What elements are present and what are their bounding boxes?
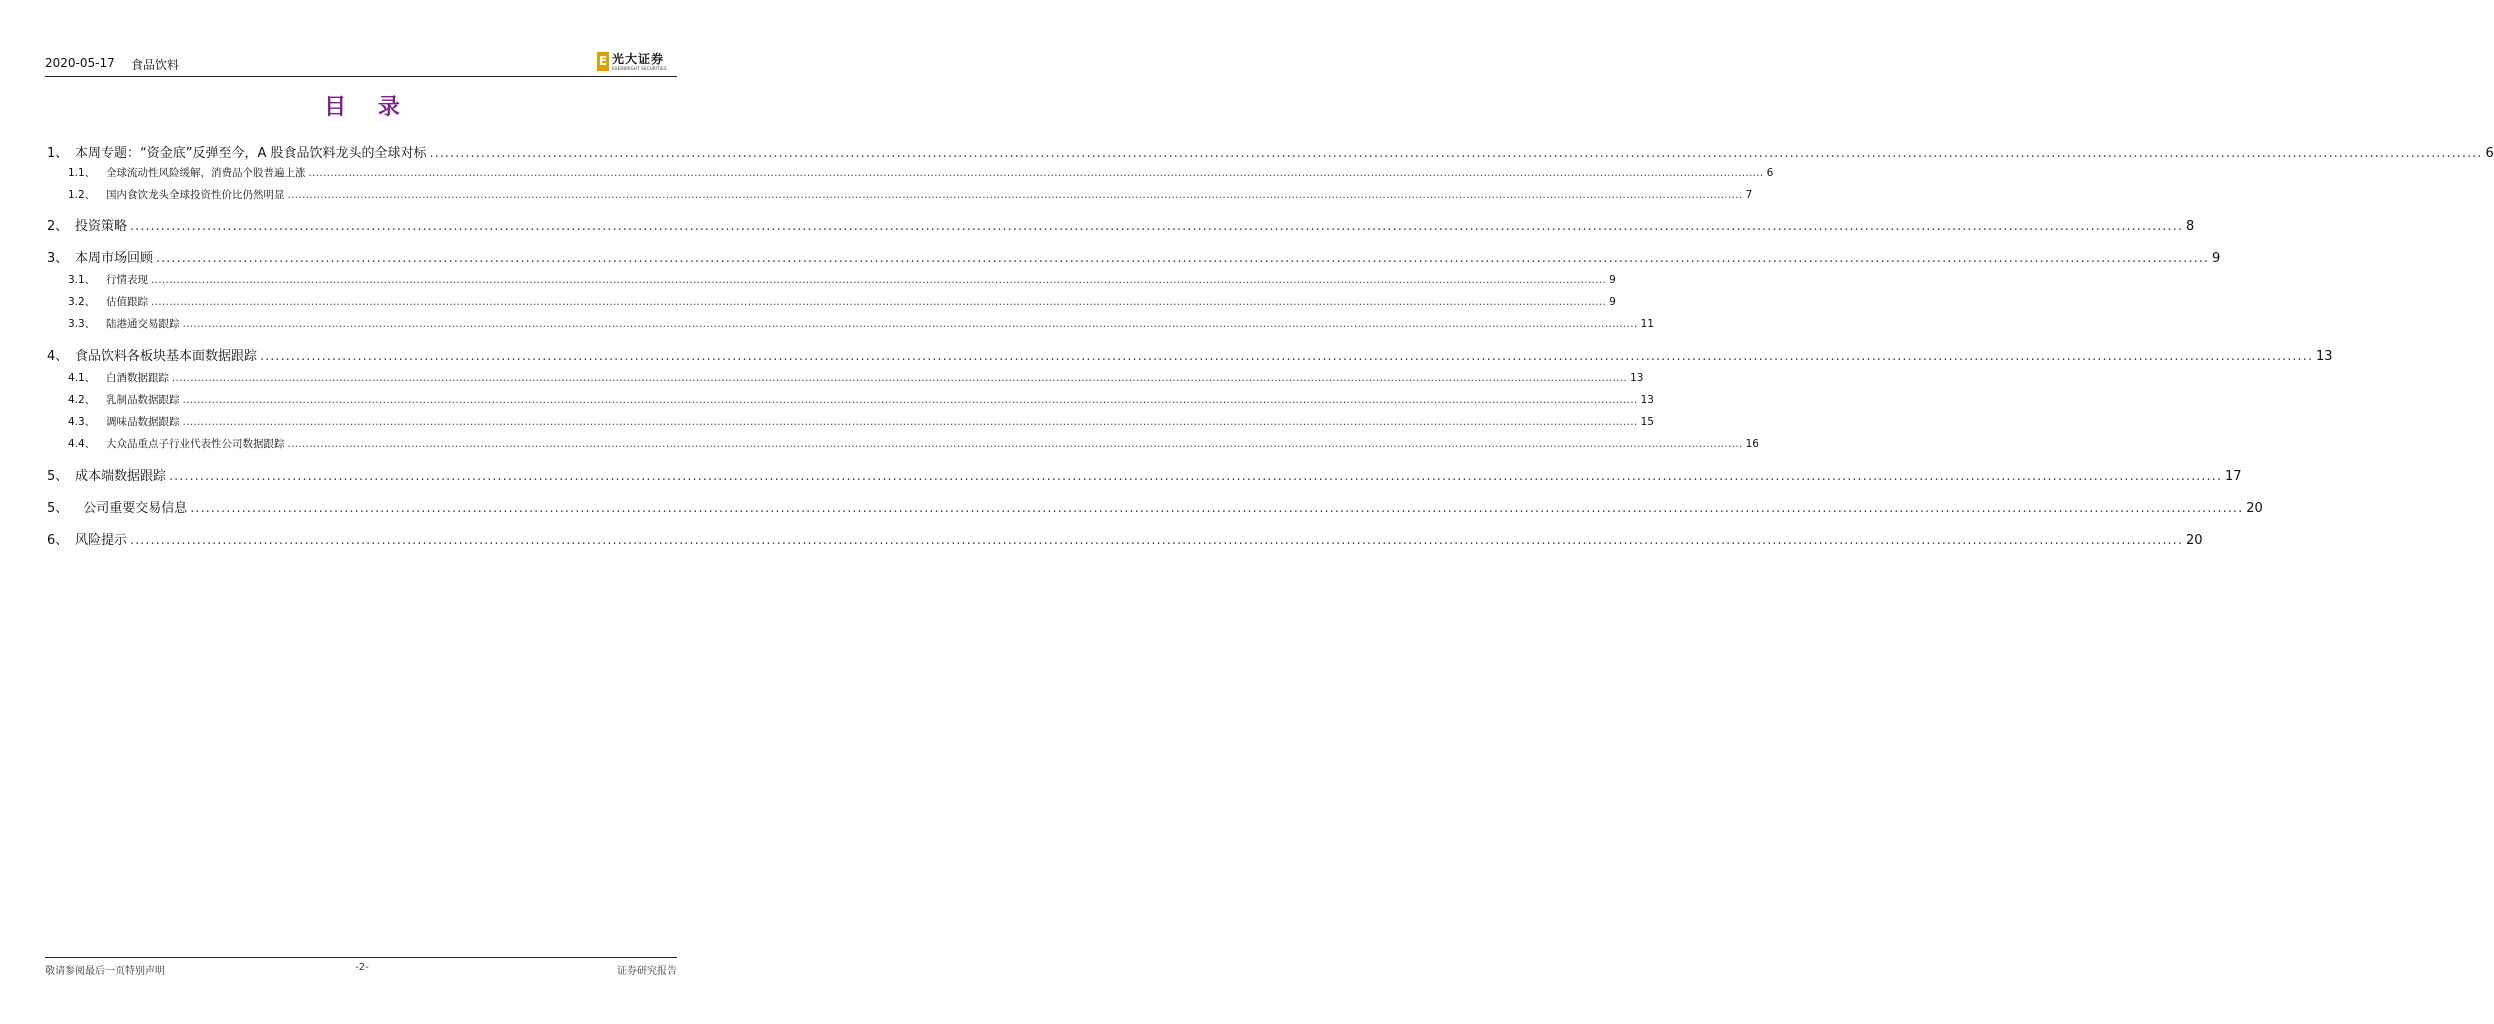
footer-divider xyxy=(45,957,677,958)
toc-dot-leader: ................................................................................................................................................................................................................................................................................................................................................................................................................ xyxy=(172,372,1628,384)
toc-entry-number: 4.4、 xyxy=(68,438,96,450)
toc-entry[interactable] xyxy=(47,465,2242,484)
toc-entry[interactable] xyxy=(68,187,1753,202)
toc-entry-title: 投资策略 xyxy=(75,219,128,234)
toc-entry[interactable] xyxy=(47,215,2195,234)
toc-entry-number: 1.2、 xyxy=(68,189,96,201)
toc-entry-title: 食品饮料各板块基本面数据跟踪 xyxy=(75,349,258,364)
toc-entry-number: 5、 xyxy=(47,469,69,484)
footer-disclaimer: 敬请参阅最后一页特别声明 xyxy=(45,966,165,977)
toc-entry-title: 公司重要交易信息 xyxy=(75,501,188,516)
toc-entry-number: 3.1、 xyxy=(68,274,96,286)
company-logo xyxy=(597,50,677,76)
toc-entry-title: 大众品重点子行业代表性公司数据跟踪 xyxy=(106,438,285,450)
report-date: 2020-05-17 xyxy=(45,56,115,70)
toc-entry-number: 3、 xyxy=(47,251,69,266)
report-sector: 食品饮料 xyxy=(131,58,180,72)
toc-entry[interactable] xyxy=(68,370,1644,385)
toc-entry[interactable] xyxy=(47,142,2494,161)
toc-entry-number: 4.2、 xyxy=(68,394,96,406)
toc-dot-leader: ................................................................................................................................................................................................................................................................................................................................................................................................................ xyxy=(182,394,1638,406)
toc-entry-page: 13 xyxy=(1630,372,1644,384)
toc-entry-title: 陆港通交易跟踪 xyxy=(106,318,180,330)
toc-entry-number: 3.3、 xyxy=(68,318,96,330)
toc-entry-number: 4.3、 xyxy=(68,416,96,428)
toc-entry-page: 9 xyxy=(1609,296,1616,308)
toc-dot-leader: ................................................................................................................................................................................................................................................................................................................................................................................................................ xyxy=(287,438,1743,450)
toc-entry-page: 7 xyxy=(1745,189,1753,201)
toc-entry-page: 6 xyxy=(2485,146,2494,161)
toc-entry-page: 20 xyxy=(2246,501,2263,516)
toc-entry-title: 估值跟踪 xyxy=(106,296,148,308)
toc-entry-page: 16 xyxy=(1745,438,1759,450)
toc-entry-number: 6、 xyxy=(47,533,69,548)
logo-english-name: EVERBRIGHT SECURITIES xyxy=(612,66,667,71)
toc-entry-number: 4、 xyxy=(47,349,69,364)
toc-entry-page: 13 xyxy=(2315,349,2333,364)
toc-dot-leader: ................................................................................................................................................................................................................................................................................................................................................................................................................ xyxy=(182,318,1638,330)
toc-title: 目 录 xyxy=(324,94,412,120)
toc-entry[interactable] xyxy=(68,392,1654,407)
toc-entry-page: 15 xyxy=(1640,416,1654,428)
toc-entry-title: 调味品数据跟踪 xyxy=(106,416,180,428)
footer-report-type: 证券研究报告 xyxy=(617,966,677,977)
toc-entry-page: 8 xyxy=(2185,219,2195,234)
toc-entry[interactable] xyxy=(47,529,2203,548)
toc-entry-number: 2、 xyxy=(47,219,69,234)
toc-entry-page: 6 xyxy=(1766,167,1774,179)
toc-entry[interactable] xyxy=(68,316,1654,331)
toc-dot-leader: ................................................................................................................................................................................................................................................................................................................................................................................................................ xyxy=(156,251,2209,266)
toc-entry-page: 17 xyxy=(2224,469,2242,484)
toc-entry-page: 13 xyxy=(1640,394,1654,406)
toc-entry-title: 成本端数据跟踪 xyxy=(75,469,167,484)
header-divider xyxy=(45,76,677,77)
toc-entry-title: 国内食饮龙头全球投资性价比仍然明显 xyxy=(106,189,285,201)
toc-entry-number: 1.1、 xyxy=(68,167,96,179)
page-header xyxy=(45,50,677,76)
logo-chinese-name: 光大证券 xyxy=(612,52,665,66)
toc-dot-leader: ................................................................................................................................................................................................................................................................................................................................................................................................................ xyxy=(260,349,2313,364)
toc-entry-title: 风险提示 xyxy=(75,533,128,548)
toc-dot-leader: ................................................................................................................................................................................................................................................................................................................................................................................................................ xyxy=(130,533,2183,548)
toc-dot-leader: ................................................................................................................................................................................................................................................................................................................................................................................................................ xyxy=(151,296,1607,308)
toc-entry-title: 乳制品数据跟踪 xyxy=(106,394,180,406)
toc-entry-title: 本周专题：“资金底”反弹至今，A 股食品饮料龙头的全球对标 xyxy=(75,146,427,161)
toc-entry-number: 1、 xyxy=(47,146,69,161)
toc-entry-title: 全球流动性风险缓解，消费品个股普遍上涨 xyxy=(106,167,306,179)
toc-entry-number: 4.1、 xyxy=(68,372,96,384)
toc-entry[interactable] xyxy=(47,345,2333,364)
toc-dot-leader: ................................................................................................................................................................................................................................................................................................................................................................................................................ xyxy=(130,219,2183,234)
toc-entry-title: 本周市场回顾 xyxy=(75,251,154,266)
toc-entry-page: 9 xyxy=(1609,274,1616,286)
toc-entry[interactable] xyxy=(68,294,1616,309)
toc-entry-number: 3.2、 xyxy=(68,296,96,308)
toc-entry[interactable] xyxy=(68,165,1774,180)
toc-dot-leader: ................................................................................................................................................................................................................................................................................................................................................................................................................ xyxy=(308,167,1764,179)
toc-dot-leader: ................................................................................................................................................................................................................................................................................................................................................................................................................ xyxy=(151,274,1607,286)
toc-dot-leader: ................................................................................................................................................................................................................................................................................................................................................................................................................ xyxy=(287,189,1743,201)
toc-entry-title: 行情表现 xyxy=(106,274,148,286)
toc-entry[interactable] xyxy=(47,497,2263,516)
toc-entry-page: 9 xyxy=(2211,251,2221,266)
toc-entry-title: 白酒数据跟踪 xyxy=(106,372,169,384)
logo-mark: E xyxy=(597,52,609,71)
toc-dot-leader: ................................................................................................................................................................................................................................................................................................................................................................................................................ xyxy=(429,146,2483,161)
toc-dot-leader: ................................................................................................................................................................................................................................................................................................................................................................................................................ xyxy=(169,469,2222,484)
toc-dot-leader: ................................................................................................................................................................................................................................................................................................................................................................................................................ xyxy=(182,416,1638,428)
page-number: -2- xyxy=(355,962,369,973)
toc-entry-page: 11 xyxy=(1640,318,1654,330)
toc-entry[interactable] xyxy=(68,414,1654,429)
toc-dot-leader: ................................................................................................................................................................................................................................................................................................................................................................................................................ xyxy=(190,501,2244,516)
toc-entry[interactable] xyxy=(47,247,2221,266)
toc-entry[interactable] xyxy=(68,272,1616,287)
toc-entry[interactable] xyxy=(68,436,1759,451)
toc-entry-page: 20 xyxy=(2185,533,2203,548)
toc-entry-number: 5、 xyxy=(47,501,69,516)
